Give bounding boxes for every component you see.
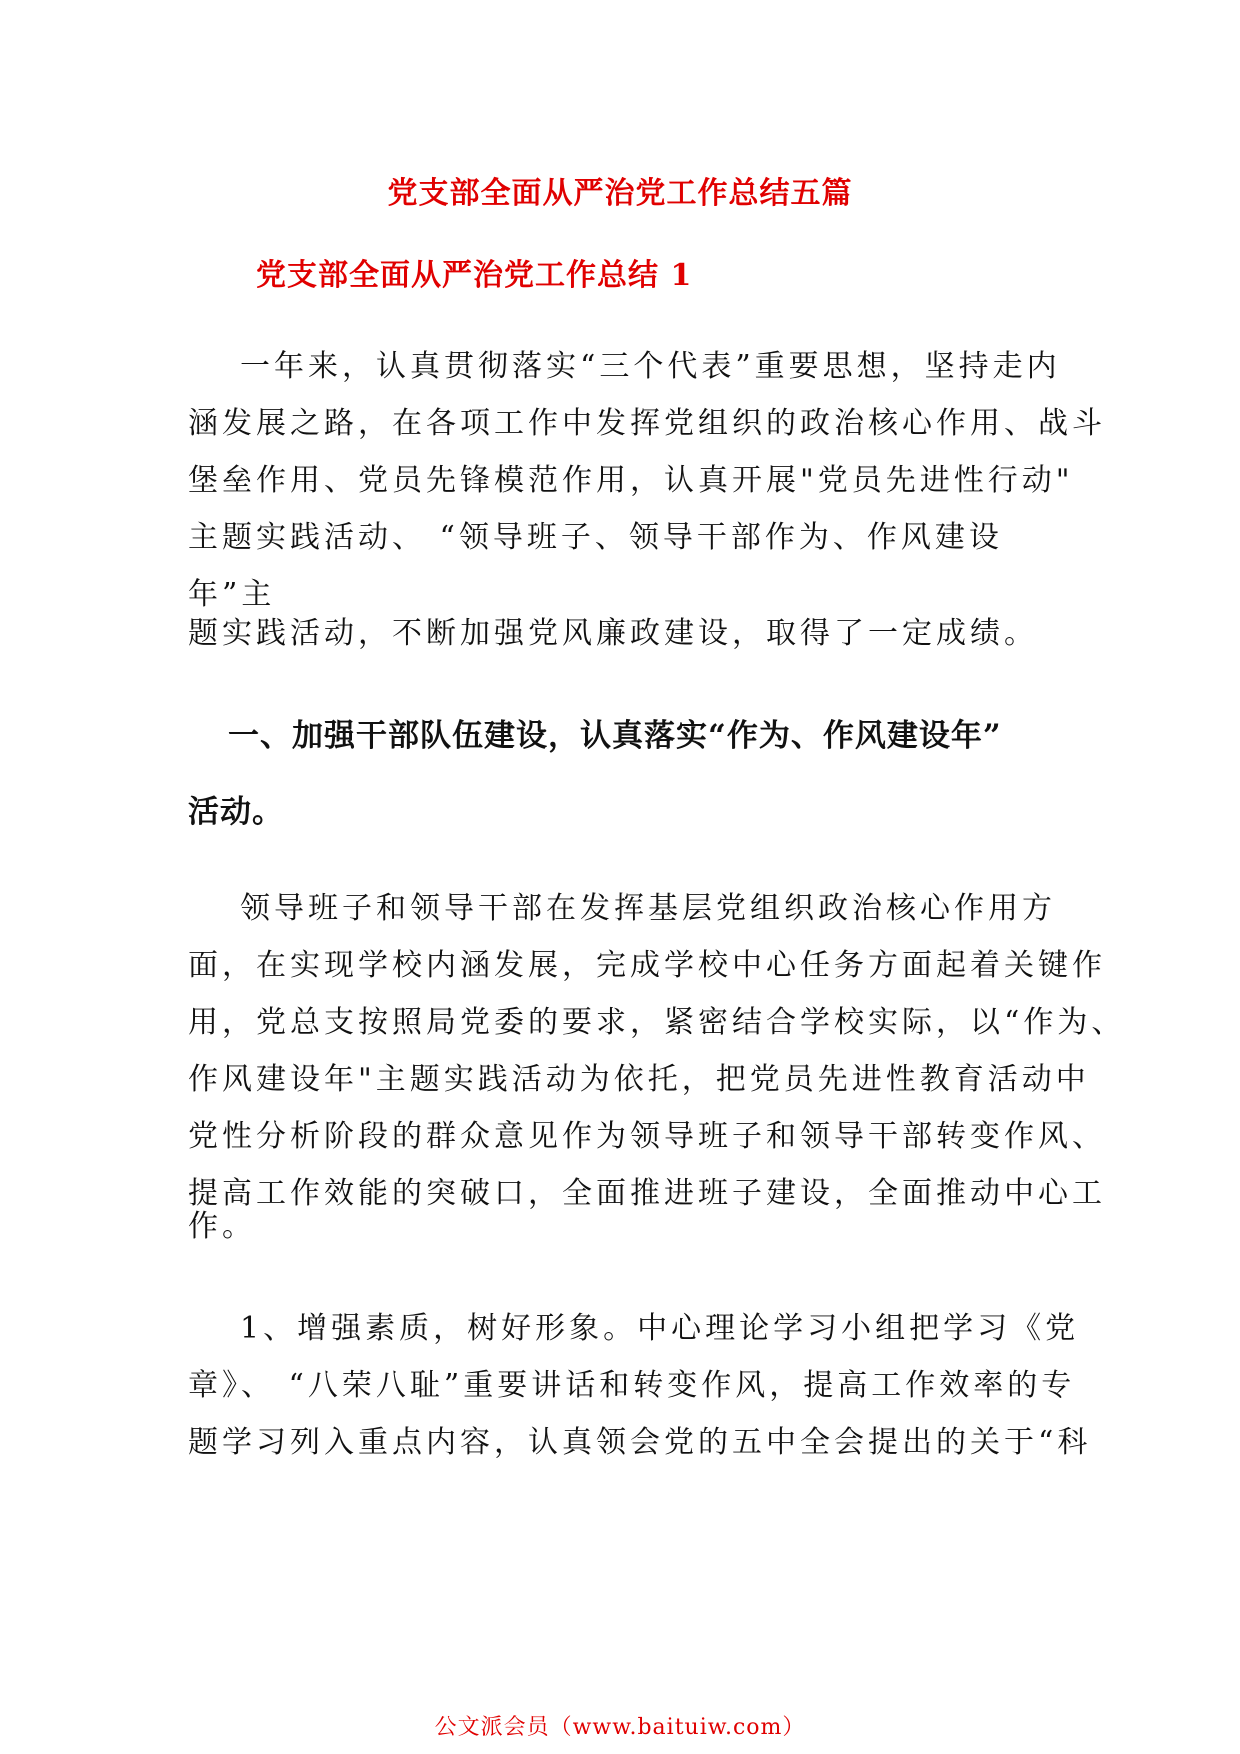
item-paragraph bbox=[188, 1300, 1092, 1471]
document-title: 党支部全面从严治党工作总结五篇 bbox=[387, 176, 853, 211]
section-tail-line: 作。 bbox=[188, 1209, 256, 1244]
intro-line: 年”主 bbox=[188, 577, 276, 612]
section-line: 党性分析阶段的群众意见作为领导班子和领导干部转变作风、 bbox=[188, 1119, 1106, 1154]
footer-watermark: 公文派会员（www.baituiw.com） bbox=[434, 1715, 806, 1740]
intro-tail-line: 题实践活动，不断加强党风廉政建设，取得了一定成绩。 bbox=[188, 616, 1038, 651]
section-line: 提高工作效能的突破口，全面推进班子建设，全面推动中心工 bbox=[188, 1176, 1106, 1211]
section-line: 领导班子和领导干部在发挥基层党组织政治核心作用方 bbox=[240, 891, 1056, 926]
intro-paragraph-tail bbox=[188, 605, 1058, 662]
section-line: 用，党总支按照局党委的要求，紧密结合学校实际，以“作为、 bbox=[188, 1005, 1126, 1040]
item-line: 1、增强素质，树好形象。中心理论学习小组把学习《党 bbox=[240, 1311, 1080, 1346]
intro-line: 堡垒作用、党员先锋模范作用，认真开展"党员先进性行动" bbox=[188, 463, 1074, 498]
intro-line: 一年来，认真贯彻落实“三个代表”重要思想，坚持走内 bbox=[240, 349, 1061, 384]
section-heading-continuation: 活动。 bbox=[188, 794, 284, 830]
section-line: 作风建设年"主题实践活动为依托，把党员先进性教育活动中 bbox=[188, 1062, 1090, 1097]
intro-paragraph bbox=[188, 338, 1106, 623]
item-line: 章》、 “八荣八耻”重要讲话和转变作风，提高工作效率的专 bbox=[188, 1368, 1076, 1403]
section-line: 面，在实现学校内涵发展，完成学校中心任务方面起着关键作 bbox=[188, 948, 1106, 983]
section-heading: 一、加强干部队伍建设，认真落实“作为、作风建设年” bbox=[228, 718, 1002, 754]
intro-line: 涵发展之路，在各项工作中发挥党组织的政治核心作用、战斗 bbox=[188, 406, 1106, 441]
section-paragraph bbox=[188, 880, 1126, 1222]
section-paragraph-tail bbox=[188, 1198, 1058, 1255]
intro-line: 主题实践活动、 “领导班子、领导干部作为、作风建设 bbox=[188, 520, 1003, 555]
item-line: 题学习列入重点内容，认真领会党的五中全会提出的关于“科 bbox=[188, 1425, 1092, 1460]
section-subtitle: 党支部全面从严治党工作总结 1 bbox=[256, 258, 693, 293]
